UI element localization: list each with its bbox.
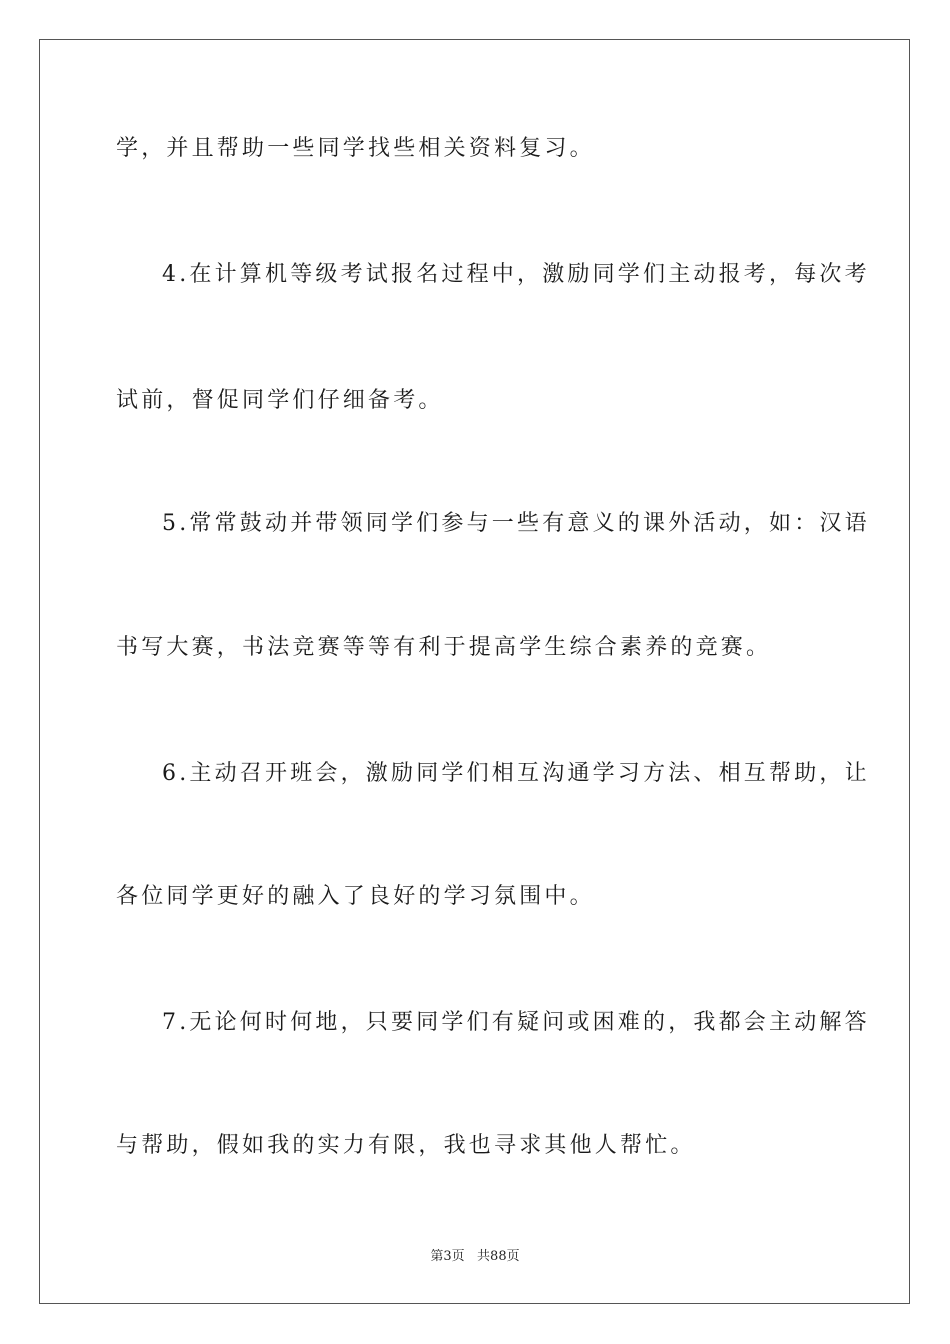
text-line-5: 书写大赛，书法竞赛等等有利于提高学生综合素养的竞赛。 [116, 635, 772, 660]
page-footer: 第3页 共88页 [430, 1249, 520, 1264]
text-line-8: 7.无论何时何地，只要同学们有疑问或困难的，我都会主动解答 [162, 1010, 870, 1035]
text-line-3: 试前，督促同学们仔细备考。 [116, 388, 444, 413]
text-line-4: 5.常常鼓动并带领同学们参与一些有意义的课外活动，如：汉语 [162, 511, 870, 536]
text-line-1: 学，并且帮助一些同学找些相关资料复习。 [116, 136, 595, 161]
text-line-9: 与帮助，假如我的实力有限，我也寻求其他人帮忙。 [116, 1133, 696, 1158]
text-line-6: 6.主动召开班会，激励同学们相互沟通学习方法、相互帮助，让 [162, 761, 870, 786]
page-border [39, 39, 910, 1304]
text-line-7: 各位同学更好的融入了良好的学习氛围中。 [116, 884, 595, 909]
text-line-2: 4.在计算机等级考试报名过程中，激励同学们主动报考，每次考 [162, 262, 870, 287]
